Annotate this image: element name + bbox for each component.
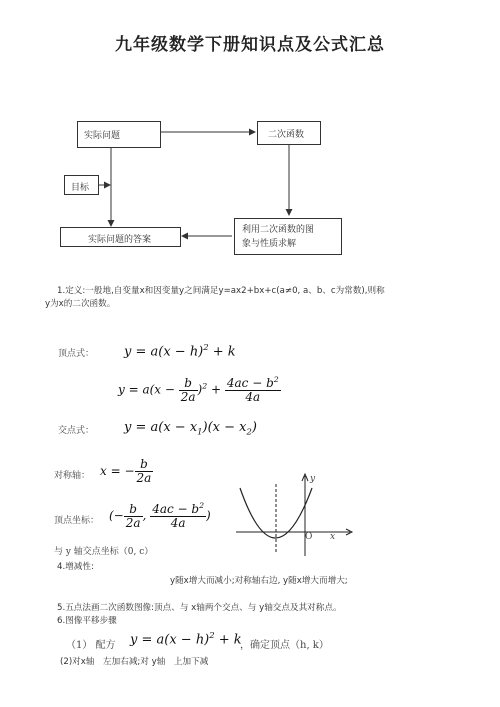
flowchart-box-answer: 实际问题的答案: [60, 227, 181, 247]
monotonic-content: y随x增大而减小;对称轴右边, y随x增大而增大;: [170, 576, 348, 586]
flowchart-box-goal: 目标: [64, 175, 99, 195]
page-title: 九年级数学下册知识点及公式汇总: [115, 35, 385, 55]
graph-origin-label: O: [305, 532, 313, 542]
definition-line1: 1.定义:一般地,自变量x和因变量y之间满足y=ax2+bx+c(a≠0, a、b、c为常数),则称: [57, 286, 385, 296]
shift-step1-suffix: ，确定顶点（h, k）: [240, 640, 329, 651]
vertex-coord-formula: (− $\frac{b}{2a}$ , $\frac{4ac - b^2}{4a}$ ): [109, 501, 211, 531]
flowchart-box-practical: 实际问题: [77, 121, 161, 148]
shift-heading: 6.图像平移步骤: [57, 616, 117, 626]
vertex-form-label: 顶点式：: [58, 349, 95, 359]
shift-step2: (2)对x轴 左加右减;对 y轴 上加下减: [60, 657, 209, 667]
flowchart-box-quadratic: 二次函数: [257, 121, 321, 145]
graph-x-label: x: [330, 532, 336, 542]
expanded-form-formula: y = a(x − $\frac{b}{2a}$ )$^2$ + $\frac{4ac - b^2}{4a}$: [118, 375, 279, 405]
intercept-form-formula: $y = a(x - x_1)(x - x_2)$: [124, 420, 257, 437]
graph-y-label: y: [310, 474, 316, 484]
five-point-text: 5.五点法画二次函数图像:顶点、与 x轴两个交点、与 y轴交点及其对称点。: [57, 603, 342, 613]
shift-step1-label: （1） 配方: [66, 640, 116, 651]
monotonic-heading: 4.增减性:: [57, 562, 94, 572]
parabola-graph: [228, 470, 358, 560]
flowchart-box-use: 利用二次函数的图 象与性质求解: [234, 218, 342, 255]
axis-label: 对称轴：: [54, 471, 91, 481]
shift-step1-formula: $y = a(x - h)^2 + k$: [130, 630, 242, 648]
definition-line2: y为x的二次函数。: [45, 299, 116, 309]
axis-formula: x = − $\frac{b}{2a}$: [100, 457, 152, 486]
vertex-form-formula: $y = a(x - h)^2 + k$: [124, 342, 236, 360]
intercept-form-label: 交点式：: [58, 426, 95, 436]
y-intercept-text: 与 y 轴交点坐标（0, c）: [54, 547, 154, 557]
vertex-coord-label: 顶点坐标：: [54, 516, 100, 526]
